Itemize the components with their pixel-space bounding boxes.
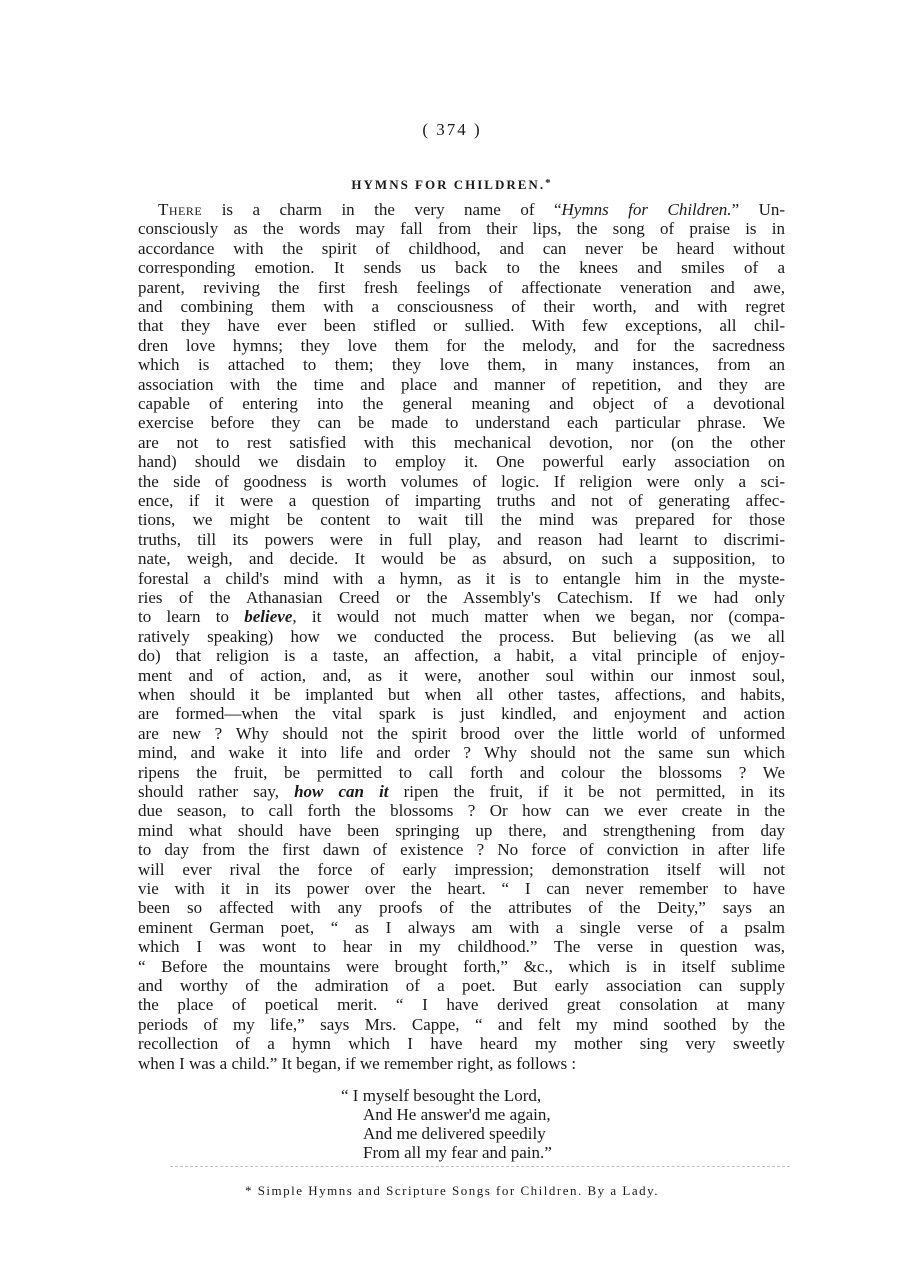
text-line: mind what should have been springing up there, and strengthening from day: [138, 820, 785, 840]
text-run: ” Un-: [731, 200, 786, 219]
text-line: are new ? Why should not the spirit brood over the little world of unformed: [138, 723, 785, 743]
verse-line: From all my fear and pain.”: [363, 1143, 552, 1162]
text-line: eminent German poet, “ as I always am with a single verse of a psalm: [138, 917, 785, 937]
article-title: [0, 177, 904, 193]
text-line: the side of goodness is worth volumes of logic. If religion were only a sci-: [138, 471, 785, 491]
text-line: are formed—when the vital spark is just kindled, and enjoyment and action: [138, 704, 785, 724]
text-line: when should it be implanted but when all other tastes, affections, and habits,: [138, 685, 785, 704]
text-line: that they have ever been stifled or sullied. With few exceptions, all chil-: [138, 316, 785, 336]
text-line: been so affected with any proofs of the attributes of the Deity,” says an: [138, 898, 785, 918]
article-title-text: HYMNS FOR CHILDREN.: [351, 177, 546, 192]
text-run: should rather say,: [138, 782, 295, 801]
text-line: [158, 200, 785, 219]
text-run: is a charm in the very name of “: [221, 200, 562, 219]
text-line: association with the time and place and manner of repetition, and they are: [138, 374, 785, 394]
text-line: ment and of action, and, as it were, another soul within our inmost soul,: [138, 665, 785, 685]
text-line: ripens the fruit, be permitted to call forth and colour the blossoms ? We: [138, 762, 785, 782]
page-number: ( 374 ): [422, 120, 482, 139]
text-line: consciously as the words may fall from their lips, the song of praise is in: [138, 219, 785, 239]
text-run: ripen the fruit, if it be not permitted, in its: [388, 782, 785, 801]
text-line: dren love hymns; they love them for the melody, and for the sacredness: [138, 335, 785, 355]
footnote-divider: [170, 1166, 790, 1167]
text-line: [138, 607, 785, 626]
text-line: when I was a child.” It began, if we remember right, as follows :: [138, 1053, 577, 1073]
text-line: periods of my life,” says Mrs. Cappe, “ and felt my mind soothed by the: [138, 1014, 785, 1034]
text-line: “ Before the mountains were brought forth,” &c., which is in itself sublime: [138, 956, 785, 976]
text-line: do) that religion is a taste, an affection, a habit, a vital principle of enjoy-: [138, 646, 785, 666]
verse-line: And He answer'd me again,: [363, 1105, 551, 1124]
text-line: capable of entering into the general meaning and object of a devotional: [138, 394, 785, 413]
text-line: forestal a child's mind with a hymn, as it is to entangle him in the myste-: [138, 568, 785, 588]
verse-line: And me delivered speedily: [363, 1124, 546, 1143]
text-run: , it would not much matter when we began, nor (compa-: [292, 607, 785, 627]
footnote: * Simple Hymns and Scripture Songs for Children. By a Lady.: [244, 1183, 660, 1198]
text-line: [138, 782, 785, 801]
text-run: to learn to: [138, 607, 245, 627]
text-line: exercise before they can be made to understand each particular phrase. We: [138, 413, 785, 433]
text-line: recollection of a hymn which I have heard my mother sing very sweetly: [138, 1034, 785, 1054]
emphasis: Hymns for Children.: [561, 200, 732, 219]
text-line: parent, reviving the first fresh feelings of affectionate veneration and awe,: [138, 277, 785, 297]
text-line: the place of poetical merit. “ I have derived great consolation at many: [138, 995, 785, 1015]
emphasis: how can it: [294, 782, 389, 801]
text-line: vie with it in its power over the heart. “ I can never remember to have: [138, 879, 785, 898]
text-line: ries of the Athanasian Creed or the Assembly's Catechism. If we had only: [138, 588, 785, 607]
verse-line: “ I myself besought the Lord,: [341, 1086, 542, 1105]
text-line: tions, we might be content to wait till the mind was prepared for those: [138, 510, 785, 530]
text-line: are not to rest satisfied with this mechanical devotion, nor (on the other: [138, 432, 785, 452]
text-line: truths, till its powers were in full play, and reason had learnt to discrimi-: [138, 529, 785, 549]
text-line: which is attached to them; they love them, in many instances, from an: [138, 355, 785, 375]
text-line: and combining them with a consciousness of their worth, and with regret: [138, 297, 785, 316]
text-line: which I was wont to hear in my childhood.” The verse in question was,: [138, 937, 785, 957]
text-line: ence, if it were a question of imparting truths and not of generating affec-: [138, 491, 785, 510]
emphasis: believe: [244, 607, 293, 627]
text-line: hand) should we disdain to employ it. One powerful early association on: [138, 452, 785, 472]
text-line: nate, weigh, and decide. It would be as absurd, on such a supposition, to: [138, 549, 785, 569]
text-line: mind, and wake it into life and order ? Why should not the same sun which: [138, 743, 785, 763]
text-line: corresponding emotion. It sends us back to the knees and smiles of a: [138, 258, 785, 278]
footnote-marker: *: [545, 177, 553, 189]
text-line: to day from the first dawn of existence ? No force of conviction in after life: [138, 840, 785, 860]
text-line: and worthy of the admiration of a poet. But early association can supply: [138, 976, 785, 995]
text-line: will ever rival the force of early impression; demonstration itself will not: [138, 859, 785, 879]
drop-word: There: [158, 200, 203, 219]
text-line: ratively speaking) how we conducted the process. But believing (as we all: [138, 626, 785, 646]
text-line: accordance with the spirit of childhood, and can never be heard without: [138, 238, 785, 258]
text-line: due season, to call forth the blossoms ? Or how can we ever create in the: [138, 801, 785, 821]
